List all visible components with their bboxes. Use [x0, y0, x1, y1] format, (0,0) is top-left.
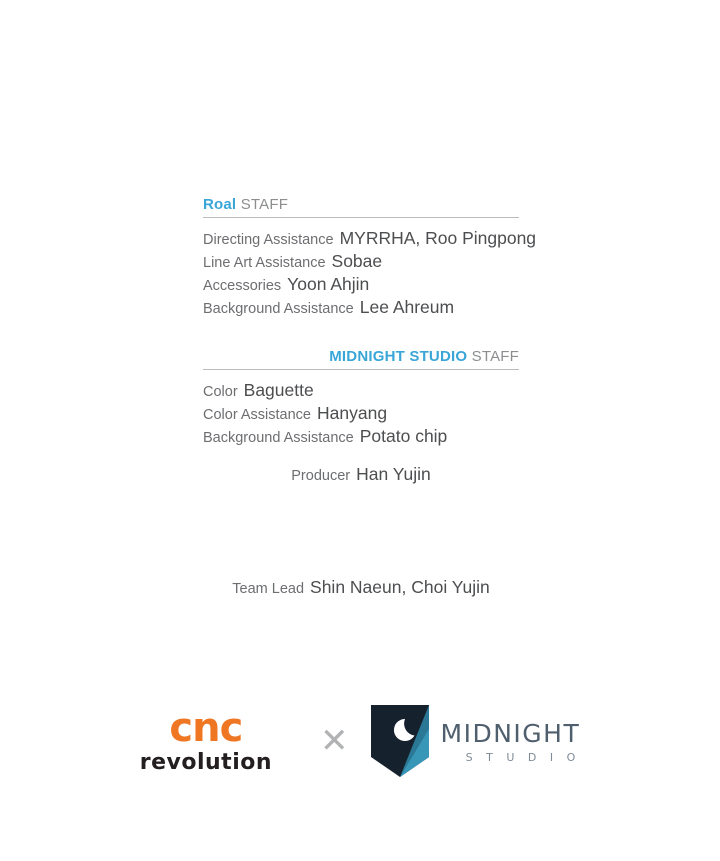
credit-row — [203, 379, 519, 402]
cnc-revolution-logo — [139, 704, 273, 775]
studio-suffix-midnight: STAFF — [471, 348, 519, 366]
studio-name-midnight: MIDNIGHT STUDIO — [329, 348, 468, 366]
credit-row — [203, 250, 519, 273]
credit-name: MYRRHA, Roo Pingpong — [339, 228, 537, 248]
section-roal-staff — [203, 196, 537, 318]
midnight-moon-icon — [371, 705, 429, 777]
credit-row — [203, 273, 519, 296]
credit-row — [203, 227, 537, 250]
credit-row-team-lead — [203, 577, 519, 598]
credit-row — [203, 425, 519, 448]
credit-role: Team Lead — [232, 581, 305, 597]
credit-name: Yoon Ahjin — [287, 273, 370, 294]
studio-name-roal: Roal — [203, 196, 237, 213]
credit-name: Potato chip — [359, 426, 448, 447]
credit-rows-midnight — [203, 370, 519, 448]
section-midnight-staff — [203, 348, 519, 485]
studio-suffix-roal: STAFF — [240, 196, 289, 213]
credit-row — [203, 296, 519, 319]
section-gap — [203, 318, 519, 348]
credit-row-producer — [203, 464, 519, 485]
cnc-mark-text: cnc — [169, 704, 243, 751]
credit-row — [203, 402, 519, 425]
credit-role: Line Art Assistance — [203, 254, 326, 271]
midnight-word-text: MIDNIGHT — [440, 718, 581, 748]
cnc-wordmark-text: revolution — [139, 749, 273, 775]
midnight-studio-logo — [371, 705, 581, 777]
credit-name: Sobae — [331, 250, 383, 271]
cross-separator-icon: ✕ — [320, 722, 349, 760]
credit-role: Accessories — [203, 277, 282, 294]
credit-role: Background Assistance — [203, 430, 354, 447]
credit-name: Lee Ahreum — [359, 296, 455, 317]
credit-role: Color — [203, 384, 238, 401]
credits-container — [203, 196, 537, 485]
credit-name: Han Yujin — [356, 463, 431, 484]
section-header-roal — [203, 196, 519, 218]
credit-rows-roal — [203, 218, 537, 318]
credit-name: Baguette — [243, 380, 314, 401]
section-header-midnight — [203, 348, 519, 370]
credit-role: Producer — [291, 467, 351, 484]
logo-row — [0, 705, 720, 777]
credit-role: Directing Assistance — [203, 232, 334, 248]
credit-role: Color Assistance — [203, 407, 311, 424]
midnight-wordmark — [441, 719, 581, 764]
credit-name: Hanyang — [317, 403, 388, 424]
credit-name: Shin Naeun, Choi Yujin — [310, 577, 490, 597]
midnight-sub-text: S T U D I O — [465, 750, 581, 764]
credit-role: Background Assistance — [203, 300, 354, 317]
